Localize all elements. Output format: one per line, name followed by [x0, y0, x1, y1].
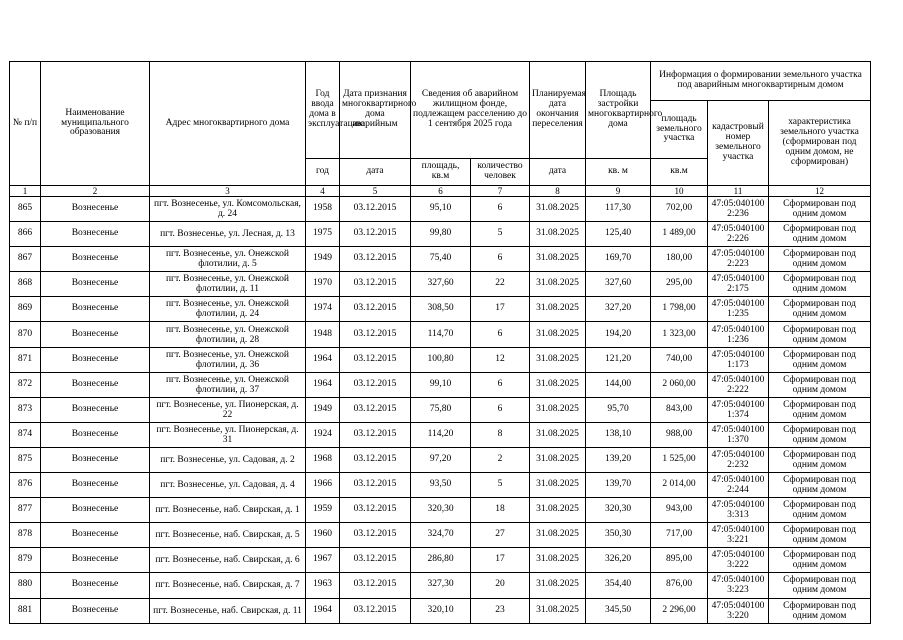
- row-number: 866: [10, 222, 41, 247]
- table-row: [10, 523, 871, 548]
- area-cell: 308,50: [411, 297, 471, 322]
- building-area-cell: 144,00: [586, 372, 651, 397]
- row-number: 865: [10, 197, 41, 222]
- recognition-date-cell: 03.12.2015: [340, 422, 411, 447]
- col-number: 5: [340, 186, 411, 197]
- cadastral-cell: 47:05:040100 2:222: [708, 372, 769, 397]
- header-land-info: Информация о формировании земельного участка под аварийным многоквартирным домом: [651, 62, 871, 101]
- address-cell: пгт. Вознесенье, ул. Онежской флотилии, д. 37: [150, 372, 306, 397]
- row-number: 871: [10, 347, 41, 372]
- municipality-cell: Вознесенье: [41, 372, 150, 397]
- header-people-sub: количество человек: [471, 159, 530, 186]
- header-cadastral: кадастровый номер земельного участка: [708, 101, 769, 186]
- col-number: 12: [769, 186, 871, 197]
- cadastral-cell: 47:05:040100 2:226: [708, 222, 769, 247]
- building-area-cell: 327,60: [586, 272, 651, 297]
- header-building-area: Площадь застройки многоквартирного дома: [586, 62, 651, 159]
- people-cell: 6: [471, 372, 530, 397]
- recognition-date-cell: 03.12.2015: [340, 197, 411, 222]
- land-area-cell: 1 798,00: [651, 297, 708, 322]
- column-numbers-row: [10, 186, 871, 197]
- municipality-cell: Вознесенье: [41, 498, 150, 523]
- year-cell: 1964: [306, 598, 340, 623]
- address-cell: пгт. Вознесенье, ул. Онежской флотилии, д. 5: [150, 247, 306, 272]
- land-area-cell: 1 525,00: [651, 447, 708, 472]
- year-cell: 1963: [306, 573, 340, 598]
- municipality-cell: Вознесенье: [41, 222, 150, 247]
- building-area-cell: 350,30: [586, 523, 651, 548]
- address-cell: пгт. Вознесенье, ул. Лесная, д. 13: [150, 222, 306, 247]
- building-area-cell: 169,70: [586, 247, 651, 272]
- municipality-cell: Вознесенье: [41, 573, 150, 598]
- land-area-cell: 717,00: [651, 523, 708, 548]
- col-number: 6: [411, 186, 471, 197]
- building-area-cell: 345,50: [586, 598, 651, 623]
- land-area-cell: 876,00: [651, 573, 708, 598]
- year-cell: 1975: [306, 222, 340, 247]
- recognition-date-cell: 03.12.2015: [340, 222, 411, 247]
- address-cell: пгт. Вознесенье, ул. Садовая, д. 4: [150, 473, 306, 498]
- cadastral-cell: 47:05:040100 2:223: [708, 247, 769, 272]
- year-cell: 1949: [306, 247, 340, 272]
- characteristic-cell: Сформирован под одним домом: [769, 347, 871, 372]
- land-area-cell: 295,00: [651, 272, 708, 297]
- recognition-date-cell: 03.12.2015: [340, 272, 411, 297]
- planned-end-cell: 31.08.2025: [530, 347, 586, 372]
- land-area-cell: 843,00: [651, 397, 708, 422]
- planned-end-cell: 31.08.2025: [530, 222, 586, 247]
- header-year: Год ввода дома в эксплуатацию: [306, 62, 340, 159]
- header-resettlement-info: Сведения об аварийном жилищном фонде, подлежащем расселению до 1 сентября 2025 года: [411, 62, 530, 159]
- unit-date: дата: [340, 159, 411, 186]
- cadastral-cell: 47:05:040100 3:222: [708, 548, 769, 573]
- area-cell: 75,40: [411, 247, 471, 272]
- year-cell: 1959: [306, 498, 340, 523]
- characteristic-cell: Сформирован под одним домом: [769, 372, 871, 397]
- people-cell: 12: [471, 347, 530, 372]
- recognition-date-cell: 03.12.2015: [340, 598, 411, 623]
- people-cell: 6: [471, 247, 530, 272]
- header-no: № п/п: [10, 62, 41, 186]
- row-number: 872: [10, 372, 41, 397]
- building-area-cell: 354,40: [586, 573, 651, 598]
- year-cell: 1964: [306, 372, 340, 397]
- address-cell: пгт. Вознесенье, ул. Садовая, д. 2: [150, 447, 306, 472]
- land-area-cell: 702,00: [651, 197, 708, 222]
- planned-end-cell: 31.08.2025: [530, 372, 586, 397]
- cadastral-cell: 47:05:040100 2:232: [708, 447, 769, 472]
- col-number: 8: [530, 186, 586, 197]
- header-planned-end: Планируемая дата окончания переселения: [530, 62, 586, 159]
- row-number: 867: [10, 247, 41, 272]
- address-cell: пгт. Вознесенье, наб. Свирская, д. 5: [150, 523, 306, 548]
- table-row: [10, 272, 871, 297]
- table-row: [10, 322, 871, 347]
- building-area-cell: 139,70: [586, 473, 651, 498]
- recognition-date-cell: 03.12.2015: [340, 397, 411, 422]
- address-cell: пгт. Вознесенье, наб. Свирская, д. 11: [150, 598, 306, 623]
- people-cell: 2: [471, 447, 530, 472]
- area-cell: 93,50: [411, 473, 471, 498]
- planned-end-cell: 31.08.2025: [530, 297, 586, 322]
- row-number: 879: [10, 548, 41, 573]
- cadastral-cell: 47:05:040100 3:313: [708, 498, 769, 523]
- recognition-date-cell: 03.12.2015: [340, 447, 411, 472]
- row-number: 880: [10, 573, 41, 598]
- land-area-cell: 895,00: [651, 548, 708, 573]
- table-row: [10, 347, 871, 372]
- characteristic-cell: Сформирован под одним домом: [769, 322, 871, 347]
- header-recognition-date: Дата признания многоквартирного дома аварийным: [340, 62, 411, 159]
- municipality-cell: Вознесенье: [41, 297, 150, 322]
- characteristic-cell: Сформирован под одним домом: [769, 573, 871, 598]
- people-cell: 27: [471, 523, 530, 548]
- year-cell: 1968: [306, 447, 340, 472]
- municipality-cell: Вознесенье: [41, 272, 150, 297]
- area-cell: 114,70: [411, 322, 471, 347]
- header-municipality: Наименование муниципального образования: [41, 62, 150, 186]
- col-number: 4: [306, 186, 340, 197]
- table-row: [10, 372, 871, 397]
- land-area-cell: 943,00: [651, 498, 708, 523]
- building-area-cell: 95,70: [586, 397, 651, 422]
- characteristic-cell: Сформирован под одним домом: [769, 222, 871, 247]
- year-cell: 1924: [306, 422, 340, 447]
- cadastral-cell: 47:05:040100 3:223: [708, 573, 769, 598]
- municipality-cell: Вознесенье: [41, 197, 150, 222]
- row-number: 877: [10, 498, 41, 523]
- col-number: 10: [651, 186, 708, 197]
- row-number: 875: [10, 447, 41, 472]
- table-row: [10, 197, 871, 222]
- table-row: [10, 598, 871, 623]
- cadastral-cell: 47:05:040100 3:221: [708, 523, 769, 548]
- row-number: 873: [10, 397, 41, 422]
- planned-end-cell: 31.08.2025: [530, 498, 586, 523]
- planned-end-cell: 31.08.2025: [530, 548, 586, 573]
- building-area-cell: 121,20: [586, 347, 651, 372]
- recognition-date-cell: 03.12.2015: [340, 523, 411, 548]
- area-cell: 99,80: [411, 222, 471, 247]
- people-cell: 8: [471, 422, 530, 447]
- table-row: [10, 247, 871, 272]
- table-row: [10, 498, 871, 523]
- building-area-cell: 117,30: [586, 197, 651, 222]
- building-area-cell: 138,10: [586, 422, 651, 447]
- header-area-sub: площадь, кв.м: [411, 159, 471, 186]
- characteristic-cell: Сформирован под одним домом: [769, 297, 871, 322]
- recognition-date-cell: 03.12.2015: [340, 372, 411, 397]
- row-number: 869: [10, 297, 41, 322]
- planned-end-cell: 31.08.2025: [530, 598, 586, 623]
- characteristic-cell: Сформирован под одним домом: [769, 447, 871, 472]
- recognition-date-cell: 03.12.2015: [340, 573, 411, 598]
- year-cell: 1974: [306, 297, 340, 322]
- col-number: 2: [41, 186, 150, 197]
- characteristic-cell: Сформирован под одним домом: [769, 498, 871, 523]
- col-number: 1: [10, 186, 41, 197]
- header-characteristic: характеристика земельного участка (сформирован под одним домом, не сформирован): [769, 101, 871, 186]
- row-number: 870: [10, 322, 41, 347]
- planned-end-cell: 31.08.2025: [530, 397, 586, 422]
- address-cell: пгт. Вознесенье, ул. Комсомольская, д. 24: [150, 197, 306, 222]
- recognition-date-cell: 03.12.2015: [340, 322, 411, 347]
- address-cell: пгт. Вознесенье, ул. Онежской флотилии, д. 11: [150, 272, 306, 297]
- area-cell: 324,70: [411, 523, 471, 548]
- planned-end-cell: 31.08.2025: [530, 473, 586, 498]
- municipality-cell: Вознесенье: [41, 598, 150, 623]
- municipality-cell: Вознесенье: [41, 422, 150, 447]
- area-cell: 114,20: [411, 422, 471, 447]
- area-cell: 327,60: [411, 272, 471, 297]
- land-area-cell: 2 060,00: [651, 372, 708, 397]
- row-number: 874: [10, 422, 41, 447]
- unit-date-2: дата: [530, 159, 586, 186]
- people-cell: 17: [471, 297, 530, 322]
- land-area-cell: 180,00: [651, 247, 708, 272]
- row-number: 876: [10, 473, 41, 498]
- table-row: [10, 473, 871, 498]
- characteristic-cell: Сформирован под одним домом: [769, 422, 871, 447]
- building-area-cell: 194,20: [586, 322, 651, 347]
- recognition-date-cell: 03.12.2015: [340, 473, 411, 498]
- building-area-cell: 320,30: [586, 498, 651, 523]
- characteristic-cell: Сформирован под одним домом: [769, 523, 871, 548]
- planned-end-cell: 31.08.2025: [530, 322, 586, 347]
- year-cell: 1966: [306, 473, 340, 498]
- planned-end-cell: 31.08.2025: [530, 573, 586, 598]
- characteristic-cell: Сформирован под одним домом: [769, 197, 871, 222]
- col-number: 7: [471, 186, 530, 197]
- municipality-cell: Вознесенье: [41, 397, 150, 422]
- municipality-cell: Вознесенье: [41, 548, 150, 573]
- municipality-cell: Вознесенье: [41, 247, 150, 272]
- year-cell: 1964: [306, 347, 340, 372]
- housing-table: [9, 61, 871, 624]
- planned-end-cell: 31.08.2025: [530, 247, 586, 272]
- header-address: Адрес многоквартирного дома: [150, 62, 306, 186]
- recognition-date-cell: 03.12.2015: [340, 498, 411, 523]
- table-body: [10, 197, 871, 624]
- area-cell: 320,10: [411, 598, 471, 623]
- area-cell: 327,30: [411, 573, 471, 598]
- year-cell: 1948: [306, 322, 340, 347]
- planned-end-cell: 31.08.2025: [530, 197, 586, 222]
- address-cell: пгт. Вознесенье, ул. Пионерская, д. 22: [150, 397, 306, 422]
- planned-end-cell: 31.08.2025: [530, 422, 586, 447]
- municipality-cell: Вознесенье: [41, 347, 150, 372]
- cadastral-cell: 47:05:040100 1:370: [708, 422, 769, 447]
- year-cell: 1970: [306, 272, 340, 297]
- characteristic-cell: Сформирован под одним домом: [769, 247, 871, 272]
- land-area-cell: 1 323,00: [651, 322, 708, 347]
- recognition-date-cell: 03.12.2015: [340, 297, 411, 322]
- municipality-cell: Вознесенье: [41, 447, 150, 472]
- address-cell: пгт. Вознесенье, наб. Свирская, д. 7: [150, 573, 306, 598]
- row-number: 868: [10, 272, 41, 297]
- row-number: 881: [10, 598, 41, 623]
- characteristic-cell: Сформирован под одним домом: [769, 548, 871, 573]
- table-row: [10, 422, 871, 447]
- planned-end-cell: 31.08.2025: [530, 523, 586, 548]
- building-area-cell: 125,40: [586, 222, 651, 247]
- cadastral-cell: 47:05:040100 1:173: [708, 347, 769, 372]
- address-cell: пгт. Вознесенье, ул. Онежской флотилии, д. 36: [150, 347, 306, 372]
- table-row: [10, 548, 871, 573]
- cadastral-cell: 47:05:040100 3:220: [708, 598, 769, 623]
- col-number: 9: [586, 186, 651, 197]
- cadastral-cell: 47:05:040100 2:244: [708, 473, 769, 498]
- table-row: [10, 397, 871, 422]
- table-row: [10, 297, 871, 322]
- building-area-cell: 327,20: [586, 297, 651, 322]
- table-row: [10, 573, 871, 598]
- cadastral-cell: 47:05:040100 1:374: [708, 397, 769, 422]
- unit-sqm-2: кв.м: [651, 159, 708, 186]
- people-cell: 5: [471, 222, 530, 247]
- cadastral-cell: 47:05:040100 2:175: [708, 272, 769, 297]
- address-cell: пгт. Вознесенье, наб. Свирская, д. 6: [150, 548, 306, 573]
- recognition-date-cell: 03.12.2015: [340, 548, 411, 573]
- characteristic-cell: Сформирован под одним домом: [769, 272, 871, 297]
- land-area-cell: 1 489,00: [651, 222, 708, 247]
- people-cell: 23: [471, 598, 530, 623]
- unit-sqm: кв. м: [586, 159, 651, 186]
- recognition-date-cell: 03.12.2015: [340, 347, 411, 372]
- header-land-area: площадь земельного участка: [651, 101, 708, 159]
- land-area-cell: 2 296,00: [651, 598, 708, 623]
- building-area-cell: 326,20: [586, 548, 651, 573]
- area-cell: 99,10: [411, 372, 471, 397]
- address-cell: пгт. Вознесенье, наб. Свирская, д. 1: [150, 498, 306, 523]
- land-area-cell: 740,00: [651, 347, 708, 372]
- municipality-cell: Вознесенье: [41, 473, 150, 498]
- recognition-date-cell: 03.12.2015: [340, 247, 411, 272]
- col-number: 11: [708, 186, 769, 197]
- area-cell: 95,10: [411, 197, 471, 222]
- people-cell: 6: [471, 197, 530, 222]
- row-number: 878: [10, 523, 41, 548]
- planned-end-cell: 31.08.2025: [530, 447, 586, 472]
- year-cell: 1967: [306, 548, 340, 573]
- area-cell: 286,80: [411, 548, 471, 573]
- land-area-cell: 988,00: [651, 422, 708, 447]
- people-cell: 22: [471, 272, 530, 297]
- building-area-cell: 139,20: [586, 447, 651, 472]
- characteristic-cell: Сформирован под одним домом: [769, 397, 871, 422]
- land-area-cell: 2 014,00: [651, 473, 708, 498]
- cadastral-cell: 47:05:040100 2:236: [708, 197, 769, 222]
- year-cell: 1958: [306, 197, 340, 222]
- unit-year: год: [306, 159, 340, 186]
- characteristic-cell: Сформирован под одним домом: [769, 473, 871, 498]
- address-cell: пгт. Вознесенье, ул. Пионерская, д. 31: [150, 422, 306, 447]
- planned-end-cell: 31.08.2025: [530, 272, 586, 297]
- area-cell: 97,20: [411, 447, 471, 472]
- people-cell: 6: [471, 397, 530, 422]
- people-cell: 17: [471, 548, 530, 573]
- people-cell: 20: [471, 573, 530, 598]
- area-cell: 100,80: [411, 347, 471, 372]
- table-row: [10, 222, 871, 247]
- municipality-cell: Вознесенье: [41, 523, 150, 548]
- people-cell: 18: [471, 498, 530, 523]
- characteristic-cell: Сформирован под одним домом: [769, 598, 871, 623]
- table-row: [10, 447, 871, 472]
- cadastral-cell: 47:05:040100 1:236: [708, 322, 769, 347]
- municipality-cell: Вознесенье: [41, 322, 150, 347]
- area-cell: 75,80: [411, 397, 471, 422]
- col-number: 3: [150, 186, 306, 197]
- people-cell: 5: [471, 473, 530, 498]
- address-cell: пгт. Вознесенье, ул. Онежской флотилии, д. 24: [150, 297, 306, 322]
- area-cell: 320,30: [411, 498, 471, 523]
- year-cell: 1949: [306, 397, 340, 422]
- people-cell: 6: [471, 322, 530, 347]
- address-cell: пгт. Вознесенье, ул. Онежской флотилии, д. 28: [150, 322, 306, 347]
- cadastral-cell: 47:05:040100 1:235: [708, 297, 769, 322]
- year-cell: 1960: [306, 523, 340, 548]
